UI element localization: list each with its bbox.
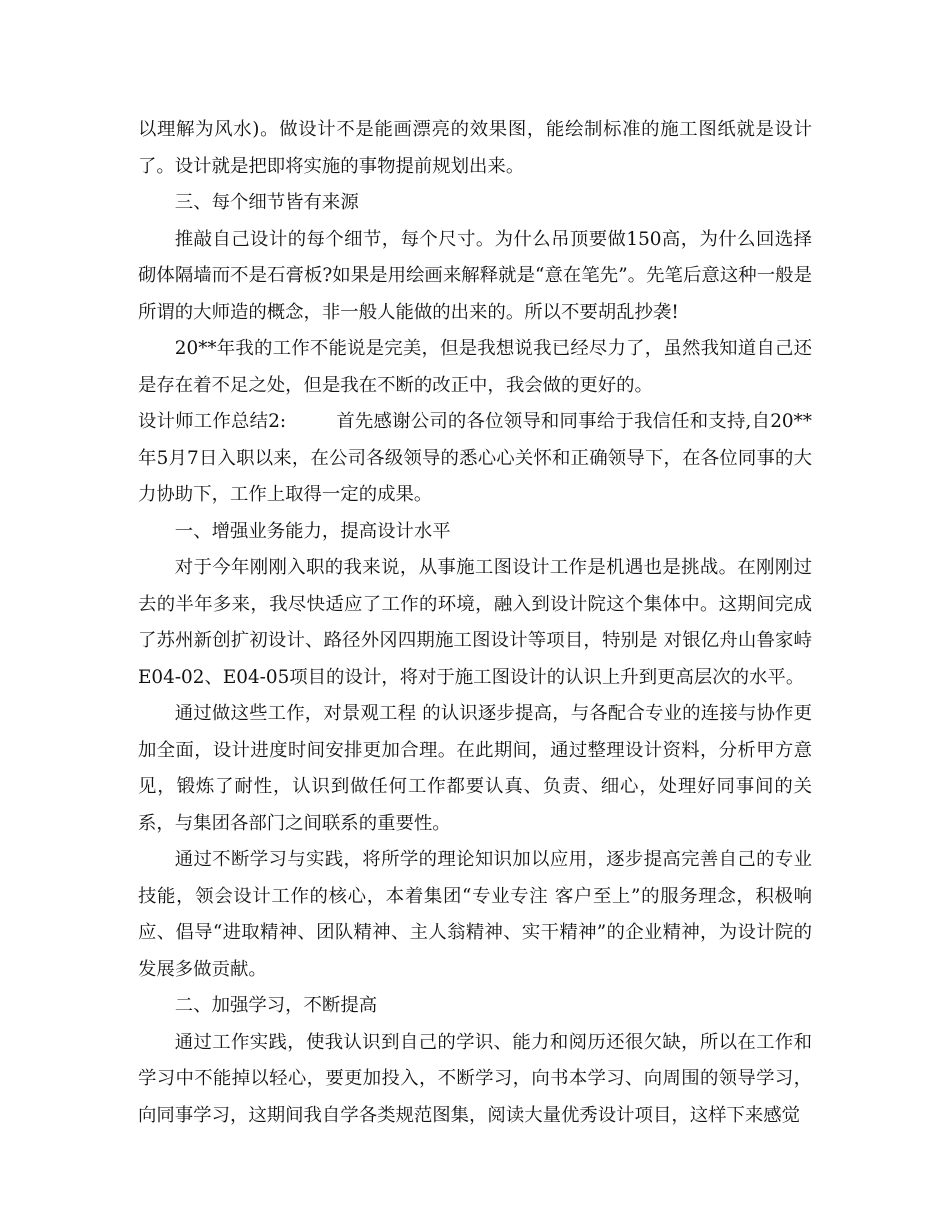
section-heading: 一、增强业务能力，提高设计水平 (174, 520, 451, 542)
section-heading: 二、加强学习，不断提高 (174, 995, 378, 1016)
summary-paragraph (138, 404, 812, 514)
paragraph: 推敲自己设计的每个细节，每个尺寸。为什么吊顶要做150高，为什么回选择砌体隔墙而不是石膏板?如果是用绘画来解释就是“意在笔先”。先笔后意这种一般是所谓的大师造的概念，非一般人能做的出来的。所以不要胡乱抄袭! (138, 228, 812, 323)
paragraph: 通过做这些工作，对景观工程 的认识逐步提高，与各配合专业的连接与协作更加全面，设计进度时间安排更加合理。在此期间，通过整理设计资料，分析甲方意见，锻炼了耐性，认识到做任何工作都要认真、负责、细心，处理好同事间的关系，与集团各部门之间联系的重要性。 (138, 703, 812, 834)
paragraph: 对于今年刚刚入职的我来说，从事施工图设计工作是机遇也是挑战。在刚刚过去的半年多来，我尽快适应了工作的环境，融入到设计院这个集体中。这期间完成了苏州新创扩初设计、路径外冈四期施工图设计等项目，特别是 对银亿舟山鲁家峙E04-02、E04-05项目的设计，将对于施工图设计的认识上升到更高层次的水平。 (138, 557, 812, 688)
document-body (138, 112, 812, 1134)
paragraph: 通过不断学习与实践，将所学的理论知识加以应用，逐步提高完善自己的专业技能，领会设计工作的核心，本着集团“专业专注 客户至上”的服务理念，积极响应、倡导“进取精神、团队精神、主人翁精神、实干精神”的企业精神，为设计院的发展多做贡献。 (138, 849, 812, 980)
paragraph: 以理解为风水)。做设计不是能画漂亮的效果图，能绘制标准的施工图纸就是设计了。设计就是把即将实施的事物提前规划出来。 (138, 119, 812, 177)
section-heading: 三、每个细节皆有来源 (174, 192, 359, 213)
paragraph: 通过工作实践，使我认识到自己的学识、能力和阅历还很欠缺，所以在工作和学习中不能掉以轻心，要更加投入，不断学习，向书本学习、向周围的领导学习，向同事学习，这期间我自学各类规范图集，阅读大量优秀设计项目，这样下来感觉 (138, 1031, 812, 1126)
summary-text: 首先感谢公司的各位领导和同事给于我信任和支持,自20**年5月7日入职以来，在公司各级领导的悉心心关怀和正确领导下，在各位同事的大力协助下，工作上取得一定的成果。 (138, 411, 812, 505)
summary-label: 设计师工作总结2: (138, 411, 287, 432)
paragraph: 20**年我的工作不能说是完美，但是我想说我已经尽力了，虽然我知道自己还是存在着不足之处，但是我在不断的改正中，我会做的更好的。 (138, 338, 812, 396)
